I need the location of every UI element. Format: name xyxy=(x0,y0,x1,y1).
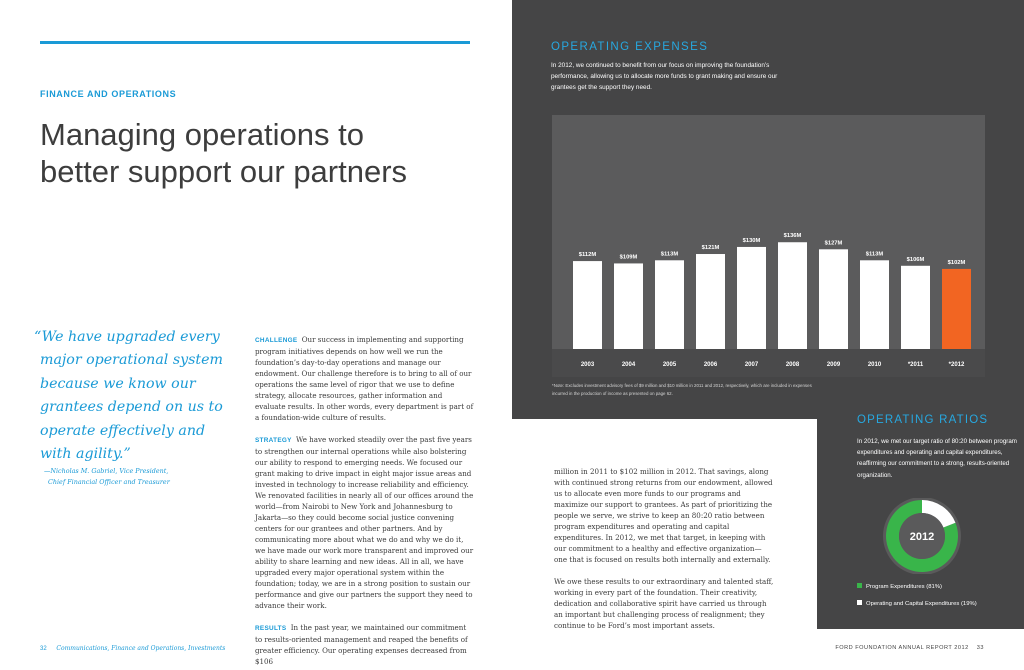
legend-swatch xyxy=(857,600,862,605)
body-column-1 xyxy=(255,334,475,670)
legend-item-operating xyxy=(857,600,977,607)
footer-section-text: Communications, Finance and Operations, Investments xyxy=(56,645,226,652)
bar-2008 xyxy=(778,242,807,349)
bar-2012 xyxy=(942,269,971,349)
challenge-text: Our success in implementing and supporting program initiatives depends on how well we run the foundation’s day-to-day operations and manage our endowment. Our challenge therefore is to bring to all of our operations the same level of rigor that we use to define strategy, allocate resources, gather information and evaluate results. In other words, every department is part of a foundation-wide culture of results. xyxy=(255,335,474,422)
section-label: FINANCE AND OPERATIONS xyxy=(40,89,177,99)
chart-footnote: *Note: Excludes investment advisory fees of $9 million and $10 million in 2011 and 2012, respectively, which are included in expenses incurred in the production of income as presented on page 62. xyxy=(552,383,812,396)
data-label: $106M xyxy=(906,256,925,263)
x-tick-label: 2006 xyxy=(703,362,718,368)
expenses-title: OPERATING EXPENSES xyxy=(551,41,709,53)
operating-expenses-panel xyxy=(512,0,1024,419)
bar-2009 xyxy=(819,249,848,349)
page-title xyxy=(40,116,500,190)
pull-quote-line: grantees depend on us to xyxy=(40,399,223,416)
page-number: 33 xyxy=(976,645,984,651)
pull-quote-line: operate effectively and xyxy=(40,422,206,439)
x-tick-label: 2008 xyxy=(785,362,800,368)
x-tick-label: *2011 xyxy=(907,362,924,368)
body-paragraph: We owe these results to our extraordinary and talented staff, working in every part of the foundation. Their creativity, dedication and collaborative spirit have carried us through an important but challenging process of realignment; they continue to be Ford’s most important assets. xyxy=(554,577,774,630)
challenge-paragraph xyxy=(255,334,475,423)
page-title-line: better support our partners xyxy=(40,154,408,189)
x-tick-label: 2004 xyxy=(621,362,636,368)
bar-2006 xyxy=(696,254,725,349)
data-label: $109M xyxy=(619,254,638,261)
donut-center-label: 2012 xyxy=(909,531,935,543)
legend-swatch xyxy=(857,583,862,588)
pull-quote xyxy=(34,326,234,466)
legend-label: Program Expenditures (81%) xyxy=(866,584,942,590)
strategy-label: STRATEGY xyxy=(255,437,292,444)
data-label: $102M xyxy=(947,259,966,266)
page-number: 32 xyxy=(40,646,47,652)
pull-quote-line: because we know our xyxy=(40,375,196,392)
results-label: RESULTS xyxy=(255,625,287,632)
data-label: $121M xyxy=(701,245,720,252)
attribution-line: —Nicholas M. Gabriel, Vice President, xyxy=(44,467,169,475)
page-title-line: Managing operations to xyxy=(40,117,365,152)
body-column-2 xyxy=(554,466,774,642)
bar-2004 xyxy=(614,263,643,349)
legend-item-program xyxy=(857,583,942,590)
ratio-donut-chart xyxy=(877,498,967,574)
body-paragraph: million in 2011 to $102 million in 2012. That savings, along with continued strong returns from our endowment, allowed us to allocate even more funds to our programs and maximize our support to grantees. As part of prioritizing the people we serve, we strive to keep an 80:20 ratio between program expenditures and operating and capital expenditures. In 2012, we met that target, in keeping with our commitment to a healthy and effective organization—one that is focused on results both internally and externally. xyxy=(554,467,773,564)
x-tick-label: 2007 xyxy=(744,362,759,368)
data-label: $113M xyxy=(660,251,679,258)
top-rule xyxy=(40,41,470,44)
ratios-intro: In 2012, we met our target ratio of 80:20 between program expenditures and operating and capital expenditures, reaffirming our commitment to a strong, results-oriented organization. xyxy=(857,438,1017,479)
x-tick-label: 2003 xyxy=(580,362,595,368)
pull-quote-line: “We have upgraded every xyxy=(34,329,220,345)
bar-2003 xyxy=(573,261,602,349)
expenses-intro: In 2012, we continued to benefit from our focus on improving the foundation’s performance, allowing us to allocate more funds to grant making and ensure our grantees get the support they need. xyxy=(551,62,778,91)
x-tick-label: 2009 xyxy=(826,362,841,368)
ratios-title: OPERATING RATIOS xyxy=(857,414,989,426)
data-label: $113M xyxy=(865,251,884,258)
x-tick-label: 2005 xyxy=(662,362,677,368)
data-label: $136M xyxy=(783,233,802,240)
data-label: $112M xyxy=(578,252,597,259)
results-text: In the past year, we maintained our commitment to results-oriented management and reaped the benefits of greater efficiency. Our operating expenses decreased from $106 xyxy=(255,623,468,666)
attribution-line: Chief Financial Officer and Treasurer xyxy=(48,478,170,486)
bar-2007 xyxy=(737,247,766,349)
bar-2005 xyxy=(655,260,684,349)
strategy-text: We have worked steadily over the past five years to strengthen our internal operations while also bolstering our ability to respond to emerging needs. We focused our grant making to drive impact in eight major issue areas and invested in technology to increase reliability and efficiency. We renovated facilities in nearly all of our offices around the world—from Nairobi to New York and Johannesburg to Jakarta—so they could become social justice convening centers for our grantees and other partners. And by communicating more about what we do and why we do it, we have made our work more transparent and improved our ability to share learning and new ideas. All in all, we have upgraded every major operational system within the foundation; today, we are in a strong position to sustain our performance and give our partners the support they need to advance their work. xyxy=(255,435,474,610)
expenses-chart xyxy=(552,115,985,377)
footer-report-title: FORD FOUNDATION ANNUAL REPORT 2012 xyxy=(835,645,969,651)
footer-left xyxy=(40,645,225,652)
x-tick-label: *2012 xyxy=(948,362,965,368)
pull-quote-line: major operational system xyxy=(40,352,223,369)
challenge-label: CHALLENGE xyxy=(255,337,298,344)
footer-right xyxy=(835,645,984,651)
legend-label: Operating and Capital Expenditures (19%) xyxy=(866,601,977,607)
data-label: $130M xyxy=(742,237,761,244)
bar-2010 xyxy=(860,260,889,349)
quote-attribution xyxy=(44,466,170,488)
data-label: $127M xyxy=(824,240,843,247)
bar-2011 xyxy=(901,266,930,349)
x-tick-label: 2010 xyxy=(867,362,882,368)
results-paragraph xyxy=(255,622,475,667)
strategy-paragraph xyxy=(255,434,475,611)
expenses-bar-chart xyxy=(552,115,985,377)
pull-quote-line: with agility.” xyxy=(40,446,131,463)
